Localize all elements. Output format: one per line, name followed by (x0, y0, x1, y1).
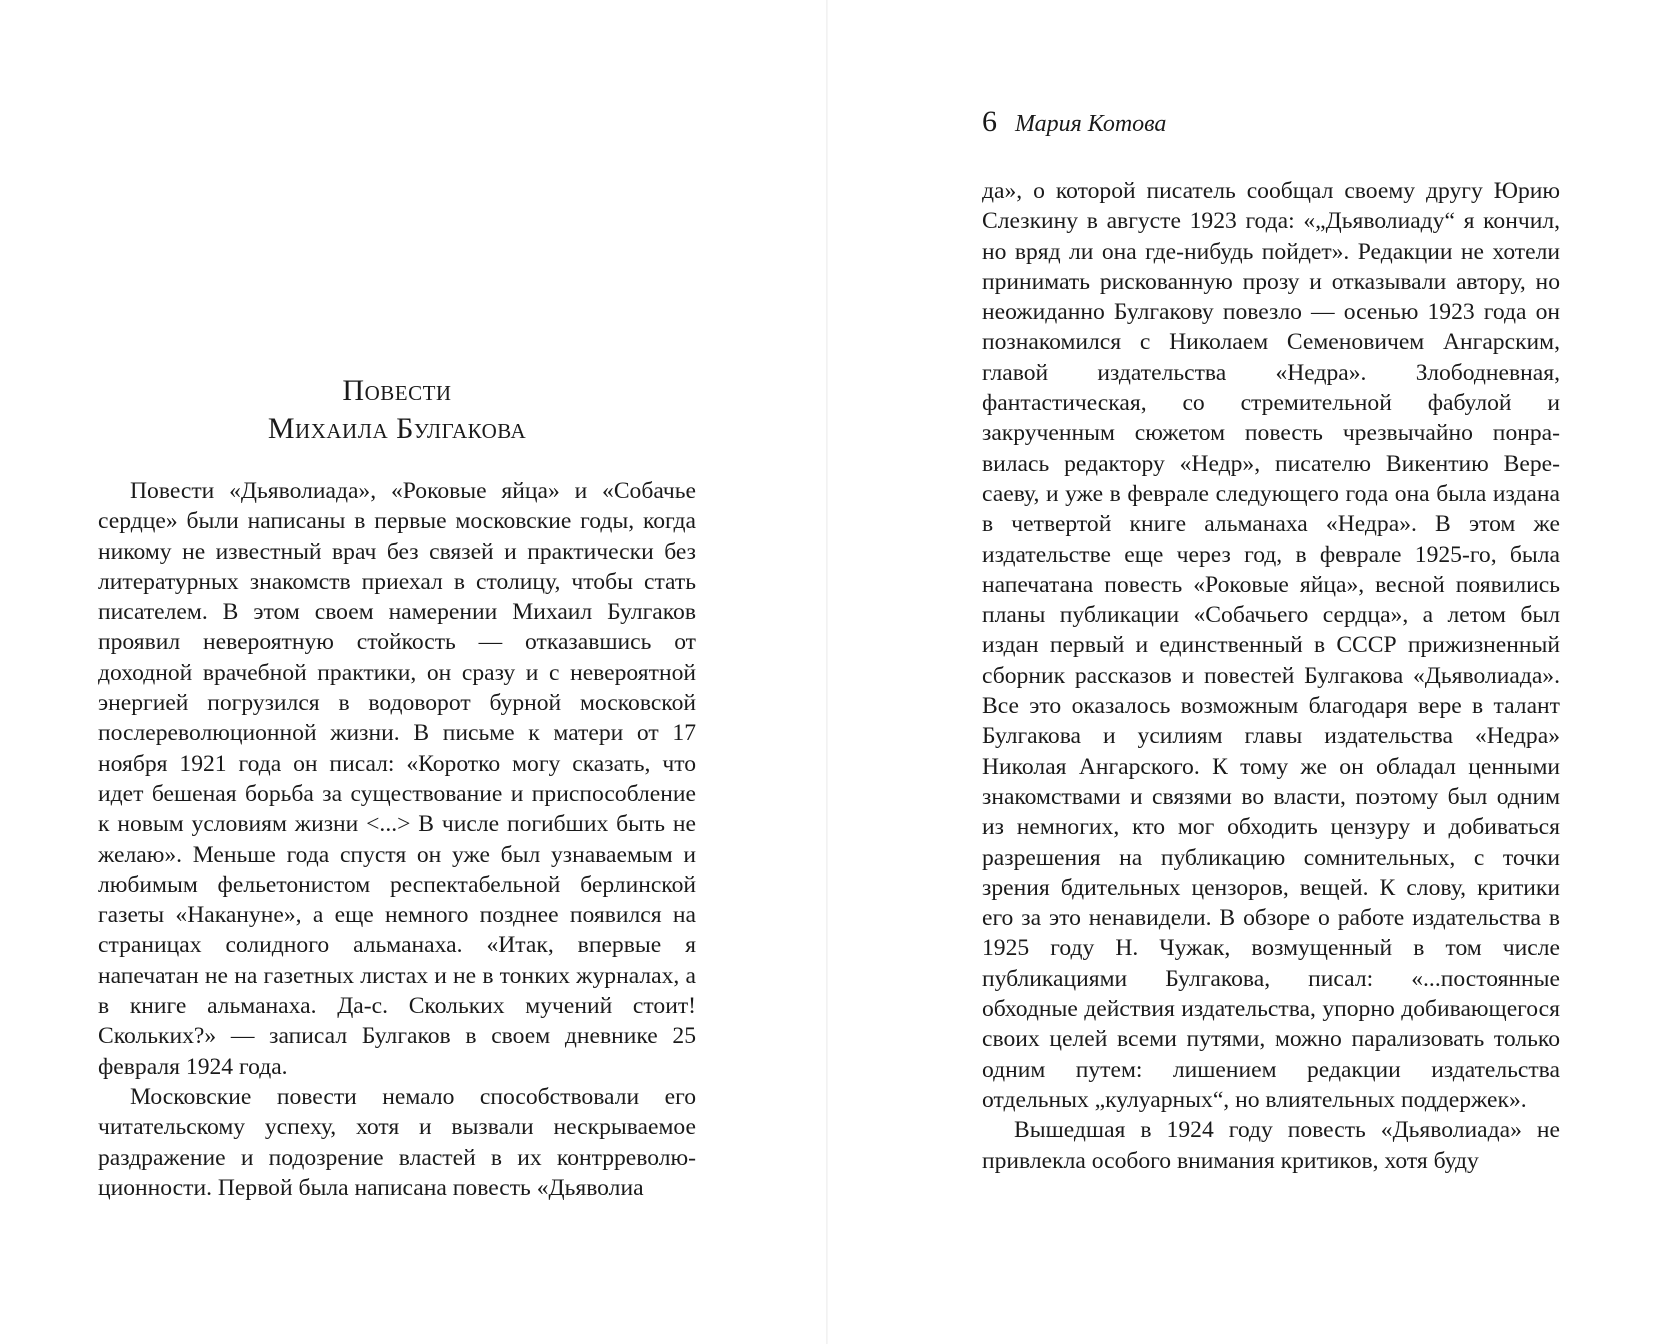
paragraph: Московские повести немало способствовали его читательскому успеху, хотя и вызвали нескрываемое раздражение и подозрение властей в их контрреволюционности. Первой была написана повесть «Дьяволиа (98, 1083, 696, 1201)
running-head (982, 104, 1166, 140)
right-page-body (982, 176, 1560, 1176)
chapter-title-line-2: Михаила Булгакова (267, 412, 527, 445)
chapter-title (98, 372, 696, 448)
page-number: 6 (982, 105, 997, 138)
right-page (982, 0, 1560, 1344)
left-page-body (98, 476, 696, 1203)
left-page (98, 0, 696, 1344)
paragraph: Вышедшая в 1924 году повесть «Дьяволиада» не привлекла особого внимания критиков, хотя буду (982, 1117, 1560, 1174)
chapter-title-line-1: Повести (342, 374, 452, 407)
paragraph: Повести «Дьяволиада», «Роковые яйца» и «Собачье сердце» были написаны в первые московские годы, когда никому не известный врач без связей и практически без литературных знакомств приехал в столицу, чтобы стать писателем. В этом своем намерении Михаил Булгаков проявил невероятную стойкость — отказавшись от доходной врачебной практики, он сразу и с невероятной энергией погрузился в водоворот бурной московской послереволюционной жизни. В письме к матери от 17 ноября 1921 года он писал: «Коротко могу сказать, что идет бешеная борьба за существование и приспособление к новым условиям жизни <...> В числе погибших быть не желаю». Меньше года спустя он уже был узнаваемым и любимым фельетонистом респектабельной берлинской газеты «Накануне», а еще немного позднее появился на страницах солидного альманаха. «Итак, впервые я напечатан не на газетных листах и не в тонких журналах, а в книге альманаха. Да-с. Скольких мучений стоит! Скольких?» — записал Булгаков в своем дневнике 25 февраля 1924 года. (98, 478, 696, 1080)
running-head-author: Мария Котова (1015, 111, 1167, 137)
page-gutter (826, 0, 828, 1344)
paragraph: да», о которой писатель сообщал своему другу Юрию Слезкину в августе 1923 года: «„Дьяволиаду“ я кончил, но вряд ли она где-нибудь пойдет». Редакции не хотели принимать рискованную прозу и отказывали автору, но неожиданно Булгакову повезло — осенью 1923 года он познакомился с Николаем Семеновичем Ангарским, главой издательства «Недра». Злободневная, фантастическая, со стремительной фабулой и закрученным сюжетом повесть чрезвычайно понравилась редактору «Недр», писателю Викентию Вересаеву, и уже в феврале следующего года она была издана в четвертой книге альманаха «Недра». В этом же издательстве еще через год, в феврале 1925-го, была напечатана повесть «Роковые яйца», весной появились планы публикации «Собачьего сердца», а летом был издан первый и единственный в СССР прижизненный сборник рассказов и повестей Булгакова «Дьяволиада». Все это оказалось возможным благодаря вере в талант Булгакова и усилиям главы издательства «Недра» Николая Ангарского. К тому же он обладал ценными знакомствами и связями во власти, поэтому был одним из немногих, кто мог обходить цензуру и добиваться разрешения на публикацию сомнительных, с точки зрения бдительных цензоров, вещей. К слову, критики его за это ненавидели. В обзоре о работе издательства в 1925 году Н. Чужак, возмущенный в том числе публикациями Булгакова, писал: «...постоянные обходные действия издательства, упорно добивающегося своих целей всеми путями, можно парализовать только одним путем: лишением редакции издательства отдельных „кулуарных“, но влиятельных поддержек». (982, 178, 1560, 1113)
